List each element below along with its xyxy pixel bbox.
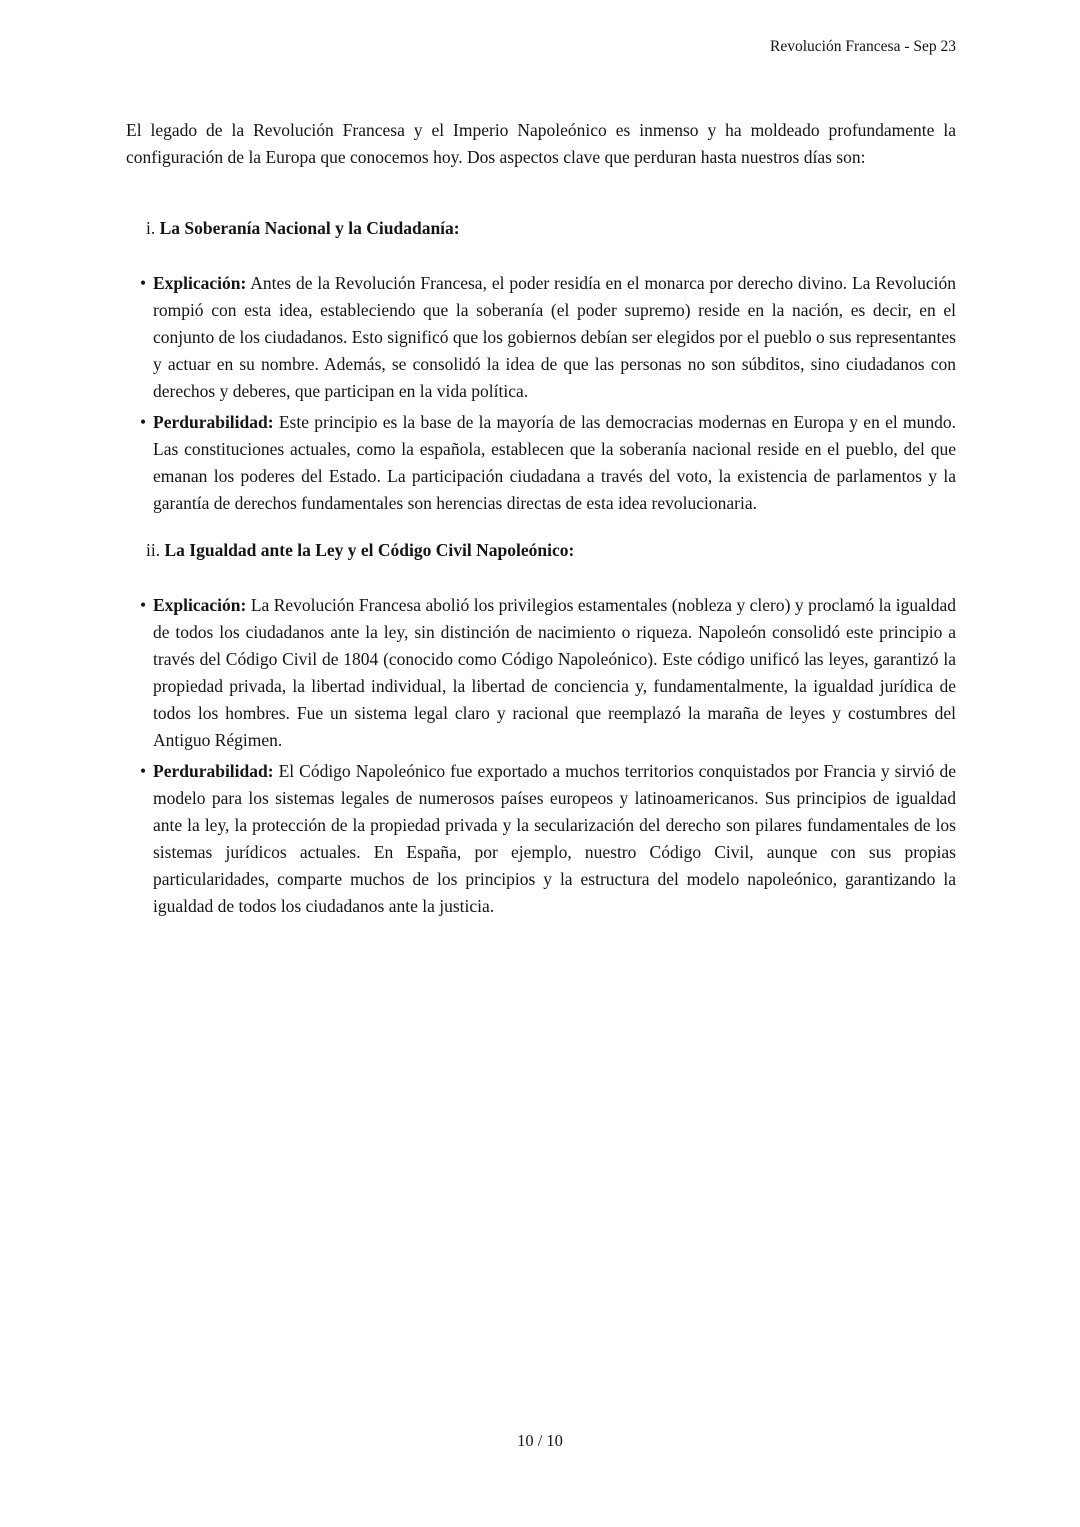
list-item <box>126 758 956 920</box>
bullet-list <box>126 270 956 517</box>
bullet-label: Explicación: <box>153 273 247 293</box>
bullet-label: Explicación: <box>153 595 247 615</box>
section-heading <box>146 537 956 564</box>
section-number: i. <box>146 218 156 238</box>
bullet-icon: • <box>140 595 147 615</box>
bullet-label: Perdurabilidad: <box>153 761 274 781</box>
section-heading <box>146 215 956 242</box>
bullet-list <box>126 592 956 920</box>
bullet-text: Antes de la Revolución Francesa, el poder residía en el monarca por derecho divino. La Revolución rompió con esta idea, estableciendo que la soberanía (el poder supremo) reside en la nación, es decir, en el conjunto de los ciudadanos. Esto significó que los gobiernos debían ser elegidos por el pueblo o sus representantes y actuar en su nombre. Además, se consolidó la idea de que las personas no son súbditos, sino ciudadanos con derechos y deberes, que participan en la vida política. <box>153 273 956 401</box>
page-number: 10 / 10 <box>517 1431 563 1450</box>
intro-paragraph: El legado de la Revolución Francesa y el Imperio Napoleónico es inmenso y ha moldeado profundamente la configuración de la Europa que conocemos hoy. Dos aspectos clave que perduran hasta nuestros días son: <box>126 120 956 167</box>
section-title: La Soberanía Nacional y la Ciudadanía: <box>159 218 460 238</box>
running-header-title: Revolución Francesa - Sep 23 <box>770 38 956 55</box>
bullet-text: El Código Napoleónico fue exportado a muchos territorios conquistados por Francia y sirvió de modelo para los sistemas legales de numerosos países europeos y latinoamericanos. Sus principios de igualdad ante la ley, la protección de la propiedad privada y la secularización del derecho son pilares fundamentales de los sistemas jurídicos actuales. En España, por ejemplo, nuestro Código Civil, aunque con sus propias particularidades, comparte muchos de los principios y la estructura del modelo napoleónico, garantizando la igualdad de todos los ciudadanos ante la justicia. <box>153 761 956 916</box>
page-header <box>126 36 956 58</box>
bullet-icon: • <box>140 273 147 293</box>
bullet-text: Este principio es la base de la mayoría de las democracias modernas en Europa y en el mundo. Las constituciones actuales, como la española, establecen que la soberanía nacional reside en el pueblo, del que emanan los poderes del Estado. La participación ciudadana a través del voto, la existencia de parlamentos y la garantía de derechos fundamentales son herencias directas de esta idea revolucionaria. <box>153 412 956 513</box>
list-item <box>126 270 956 405</box>
bullet-icon: • <box>140 412 147 432</box>
section-number: ii. <box>146 540 161 560</box>
page-footer <box>0 1428 1080 1453</box>
document-content <box>126 117 956 924</box>
bullet-icon: • <box>140 761 147 781</box>
bullet-text: La Revolución Francesa abolió los privilegios estamentales (nobleza y clero) y proclamó la igualdad de todos los ciudadanos ante la ley, sin distinción de nacimiento o riqueza. Napoleón consolidó este principio a través del Código Civil de 1804 (conocido como Código Napoleónico). Este código unificó las leyes, garantizó la propiedad privada, la libertad individual, la libertad de conciencia y, fundamentalmente, la igualdad jurídica de todos los hombres. Fue un sistema legal claro y racional que reemplazó la maraña de leyes y costumbres del Antiguo Régimen. <box>153 595 957 750</box>
list-item <box>126 592 956 754</box>
section-sovereignty <box>126 215 956 517</box>
list-item <box>126 409 956 517</box>
section-equality <box>126 537 956 920</box>
bullet-label: Perdurabilidad: <box>153 412 274 432</box>
section-title: La Igualdad ante la Ley y el Código Civil Napoleónico: <box>164 540 575 560</box>
